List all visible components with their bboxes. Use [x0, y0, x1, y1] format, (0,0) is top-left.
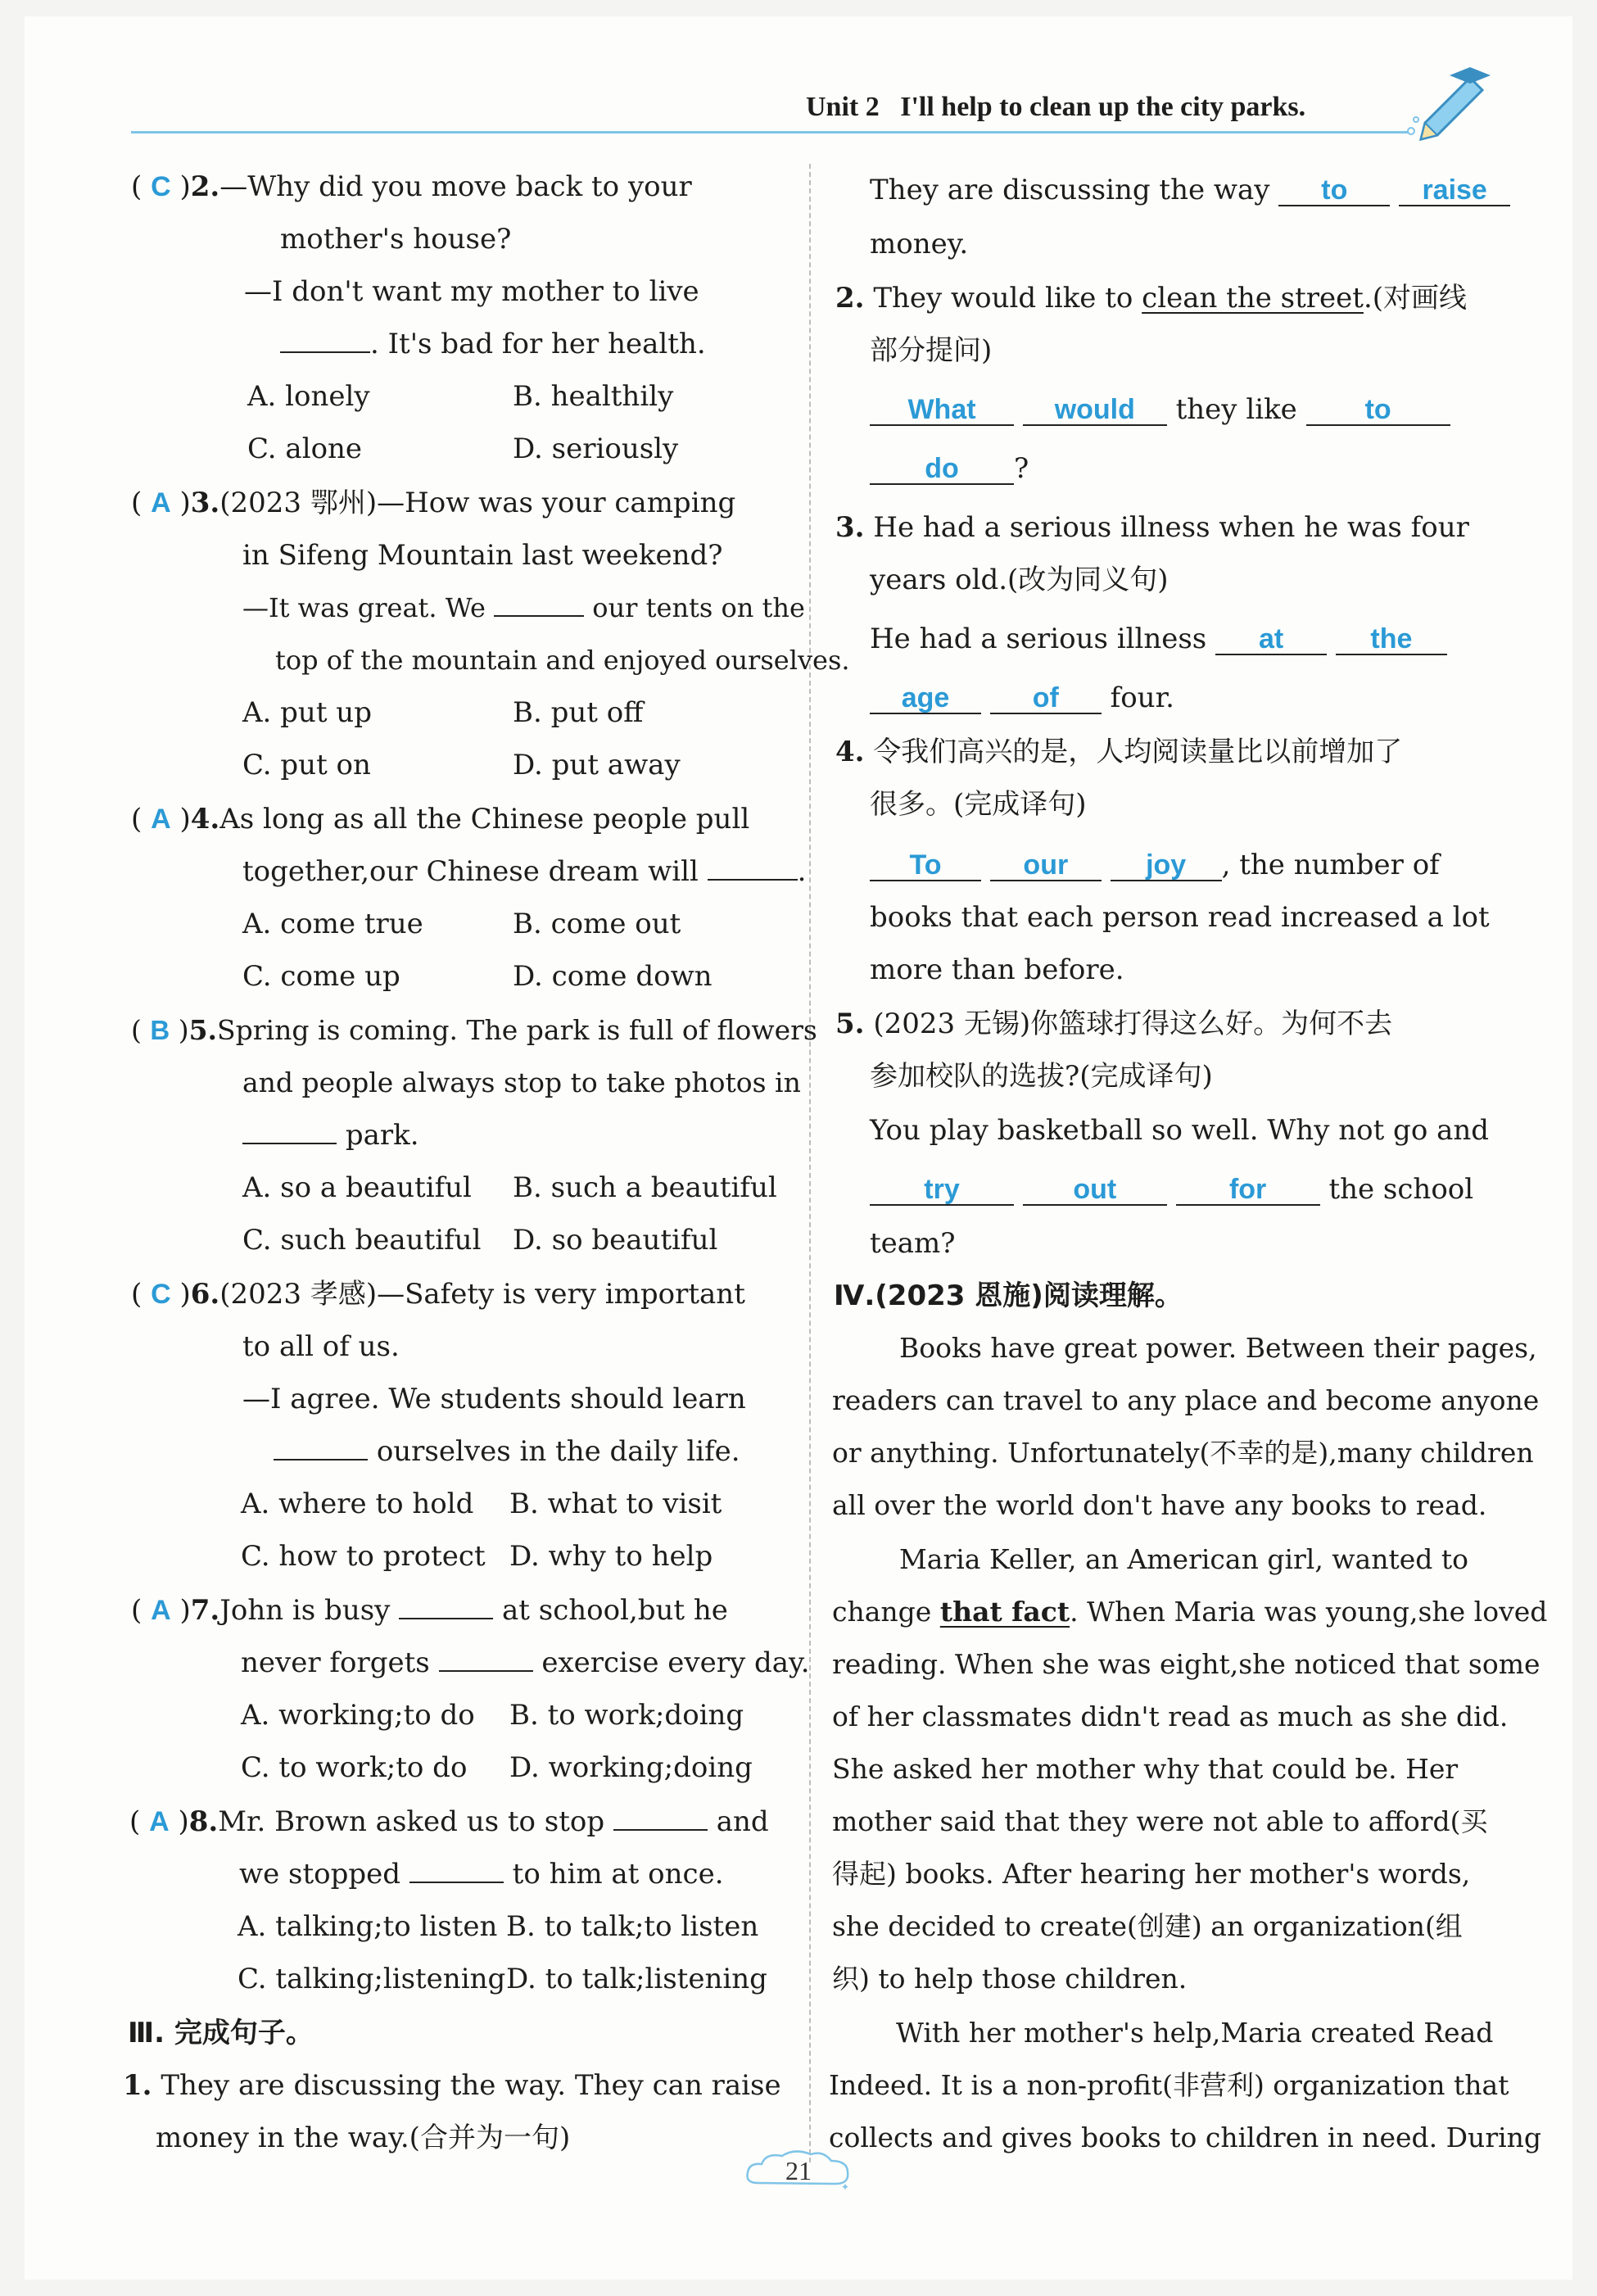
- column-divider: [809, 164, 811, 2162]
- answer-blank: our: [990, 850, 1102, 881]
- section-heading: Ⅳ.(2023 恩施)阅读理解。: [834, 1279, 1183, 1312]
- question-text: together,our Chinese dream will .: [242, 855, 807, 888]
- option-a: A. where to hold: [241, 1488, 474, 1520]
- question-3: ( A )3.(2023 鄂州)—How was your camping: [131, 487, 736, 519]
- answer-mark: B: [150, 1015, 170, 1045]
- sentence-1-answer: They are discussing the way to raise: [870, 172, 1510, 208]
- answer-blank: out: [1023, 1175, 1167, 1206]
- option-a: A. come true: [242, 908, 423, 940]
- answer-mark: A: [149, 1806, 170, 1837]
- question-8: ( A )8.Mr. Brown asked us to stop and: [129, 1805, 769, 1838]
- option-d: D. to talk;listening: [506, 1963, 767, 1995]
- unit-title: I'll help to clean up the city parks.: [900, 92, 1306, 122]
- paragraph-line: 织) to help those children.: [832, 1963, 1188, 1995]
- answer-blank: to: [1306, 395, 1450, 426]
- question-text: never forgets exercise every day.: [241, 1646, 810, 1679]
- question-4: ( A )4.As long as all the Chinese people pull: [131, 803, 750, 836]
- question-text: —It was great. We our tents on the: [242, 592, 805, 623]
- option-a: A. put up: [242, 696, 372, 729]
- answer-blank: for: [1176, 1175, 1320, 1206]
- option-d: D. come down: [513, 960, 713, 993]
- answer-blank: [494, 615, 584, 617]
- question-5: ( B )5.Spring is coming. The park is full of flowers: [131, 1014, 817, 1046]
- paragraph-line: Indeed. It is a non-profit(非营利) organization that: [829, 2069, 1509, 2101]
- answer-blank: [280, 351, 370, 353]
- sentence-2: 2. They would like to clean the street.(对画线: [835, 282, 1468, 315]
- option-b: B. healthily: [513, 380, 674, 413]
- answer-blank: age: [870, 683, 981, 714]
- sentence-text: money in the way.(合并为一句): [156, 2122, 571, 2154]
- option-a: A. talking;to listen: [238, 1910, 498, 1943]
- underlined-phrase: clean the street: [1142, 282, 1364, 315]
- sentence-text: 参加校队的选拔?(完成译句): [870, 1060, 1213, 1093]
- sentence-text: 部分提问): [870, 334, 993, 367]
- unit-label: Unit 2: [806, 92, 880, 122]
- option-c: C. how to protect: [241, 1540, 486, 1573]
- paragraph-line: all over the world don't have any books to read.: [832, 1489, 1487, 1521]
- sentence-2-answer: What would they like to: [870, 392, 1450, 428]
- question-text: . It's bad for her health.: [280, 326, 706, 362]
- header-rule: [131, 131, 1409, 134]
- answer-mark: A: [151, 1595, 171, 1626]
- paragraph-line: Maria Keller, an American girl, wanted to: [899, 1543, 1469, 1575]
- question-text: —I don't want my mother to live: [244, 275, 699, 308]
- paragraph-line: mother said that they were not able to afford(买: [832, 1805, 1488, 1837]
- question-text: park.: [242, 1117, 419, 1153]
- option-c: C. alone: [247, 432, 363, 465]
- option-d: D. why to help: [509, 1540, 713, 1573]
- option-b: B. come out: [513, 908, 681, 940]
- answer-blank: What: [870, 395, 1014, 426]
- paragraph-line: or anything. Unfortunately(不幸的是),many children: [832, 1437, 1534, 1469]
- option-b: B. what to visit: [509, 1488, 722, 1520]
- option-d: D. working;doing: [509, 1751, 753, 1784]
- answer-blank: at: [1215, 624, 1327, 655]
- sentence-3-answer: He had a serious illness at the: [870, 621, 1447, 657]
- answer-blank: [439, 1670, 533, 1672]
- answer-blank: would: [1023, 395, 1167, 426]
- answer-mark: C: [151, 1279, 171, 1310]
- option-a: A. working;to do: [241, 1699, 475, 1732]
- option-b: B. to work;doing: [509, 1699, 744, 1732]
- answer-blank: [242, 1143, 337, 1144]
- option-b: B. to talk;to listen: [506, 1910, 759, 1943]
- sentence-4: 4. 令我们高兴的是，人均阅读量比以前增加了: [835, 736, 1403, 768]
- option-d: D. seriously: [513, 432, 679, 465]
- sentence-4-answer: To our joy , the number of: [870, 847, 1440, 883]
- answer-blank: of: [990, 683, 1102, 714]
- answer-blank: To: [870, 850, 981, 881]
- answer-mark: A: [151, 804, 171, 835]
- question-text: mother's house?: [280, 223, 512, 256]
- answer-mark: C: [151, 171, 171, 202]
- sentence-1: 1. They are discussing the way. They can raise: [123, 2069, 781, 2102]
- question-text: we stopped to him at once.: [239, 1858, 724, 1891]
- paragraph-line: With her mother's help,Maria created Read: [896, 2017, 1494, 2049]
- question-text: ourselves in the daily life.: [274, 1433, 740, 1470]
- question-text: —I agree. We students should learn: [242, 1383, 746, 1415]
- option-a: A. lonely: [247, 380, 370, 413]
- option-c: C. put on: [242, 749, 371, 781]
- answer-blank: try: [870, 1175, 1014, 1206]
- option-c: C. such beautiful: [242, 1224, 482, 1257]
- option-c: C. come up: [242, 960, 400, 993]
- sentence-text: years old.(改为同义句): [870, 564, 1169, 596]
- sentence-3: 3. He had a serious illness when he was four: [835, 511, 1469, 544]
- sentence-text: money.: [870, 228, 969, 260]
- paragraph-line: change that fact. When Maria was young,she loved: [832, 1596, 1548, 1628]
- paragraph-line: She asked her mother why that could be. Her: [832, 1753, 1459, 1785]
- sentence-5: 5. (2023 无锡)你篮球打得这么好。为何不去: [835, 1008, 1393, 1040]
- svg-text:✦: ✦: [841, 2181, 850, 2193]
- answer-mark: A: [151, 487, 171, 519]
- answer-blank: [708, 879, 798, 881]
- underlined-phrase: that fact: [939, 1596, 1070, 1628]
- answer-blank: [409, 1882, 504, 1883]
- running-header: [806, 92, 1305, 123]
- option-d: D. put away: [513, 749, 681, 781]
- paragraph-line: she decided to create(创建) an organization(组: [832, 1910, 1463, 1942]
- question-7: ( A )7.John is busy at school,but he: [131, 1594, 728, 1627]
- question-text: top of the mountain and enjoyed ourselves.: [275, 645, 850, 676]
- paragraph-line: readers can travel to any place and become anyone: [832, 1384, 1540, 1416]
- question-6: ( C )6.(2023 孝感)—Safety is very important: [131, 1278, 745, 1311]
- sentence-text: 很多。(完成译句): [870, 788, 1087, 821]
- sentence-text: You play basketball so well. Why not go and: [870, 1114, 1490, 1147]
- sentence-text: books that each person read increased a lot: [870, 901, 1490, 934]
- option-d: D. so beautiful: [513, 1224, 718, 1257]
- paragraph-line: of her classmates didn't read as much as she did.: [832, 1700, 1509, 1732]
- option-b: B. such a beautiful: [513, 1171, 777, 1204]
- question-text: in Sifeng Mountain last weekend?: [242, 539, 723, 572]
- sentence-5-answer: try out for the school: [870, 1171, 1473, 1207]
- pencil-icon: [1405, 66, 1495, 147]
- answer-blank: do: [870, 454, 1014, 485]
- answer-blank: the: [1336, 624, 1447, 655]
- question-text: to all of us.: [242, 1330, 400, 1363]
- paragraph-line: collects and gives books to children in need. During: [829, 2122, 1542, 2153]
- section-heading: Ⅲ. 完成句子。: [128, 2017, 314, 2049]
- question-2: ( C )2.—Why did you move back to your: [131, 170, 692, 203]
- answer-blank: raise: [1399, 175, 1510, 206]
- paragraph-line: reading. When she was eight,she noticed that some: [832, 1648, 1540, 1680]
- paragraph-line: Books have great power. Between their pages,: [899, 1332, 1537, 1364]
- page-number-badge: [741, 2146, 856, 2195]
- sentence-2-answer: do ?: [870, 451, 1029, 487]
- answer-blank: joy: [1111, 850, 1222, 881]
- sentence-text: more than before.: [870, 953, 1124, 986]
- answer-blank: [274, 1459, 368, 1460]
- sentence-text: team?: [870, 1227, 956, 1260]
- answer-blank: [399, 1618, 493, 1619]
- sentence-3-answer: age of four.: [870, 680, 1174, 716]
- option-a: A. so a beautiful: [242, 1171, 472, 1204]
- option-c: C. talking;listening: [238, 1963, 506, 1995]
- paragraph-line: 得起) books. After hearing her mother's words,: [832, 1858, 1471, 1890]
- answer-blank: [613, 1829, 708, 1831]
- question-text: and people always stop to take photos in: [242, 1066, 801, 1098]
- option-c: C. to work;to do: [241, 1751, 468, 1784]
- page-number: 21: [785, 2156, 812, 2185]
- answer-blank: to: [1278, 175, 1390, 206]
- option-b: B. put off: [513, 696, 644, 729]
